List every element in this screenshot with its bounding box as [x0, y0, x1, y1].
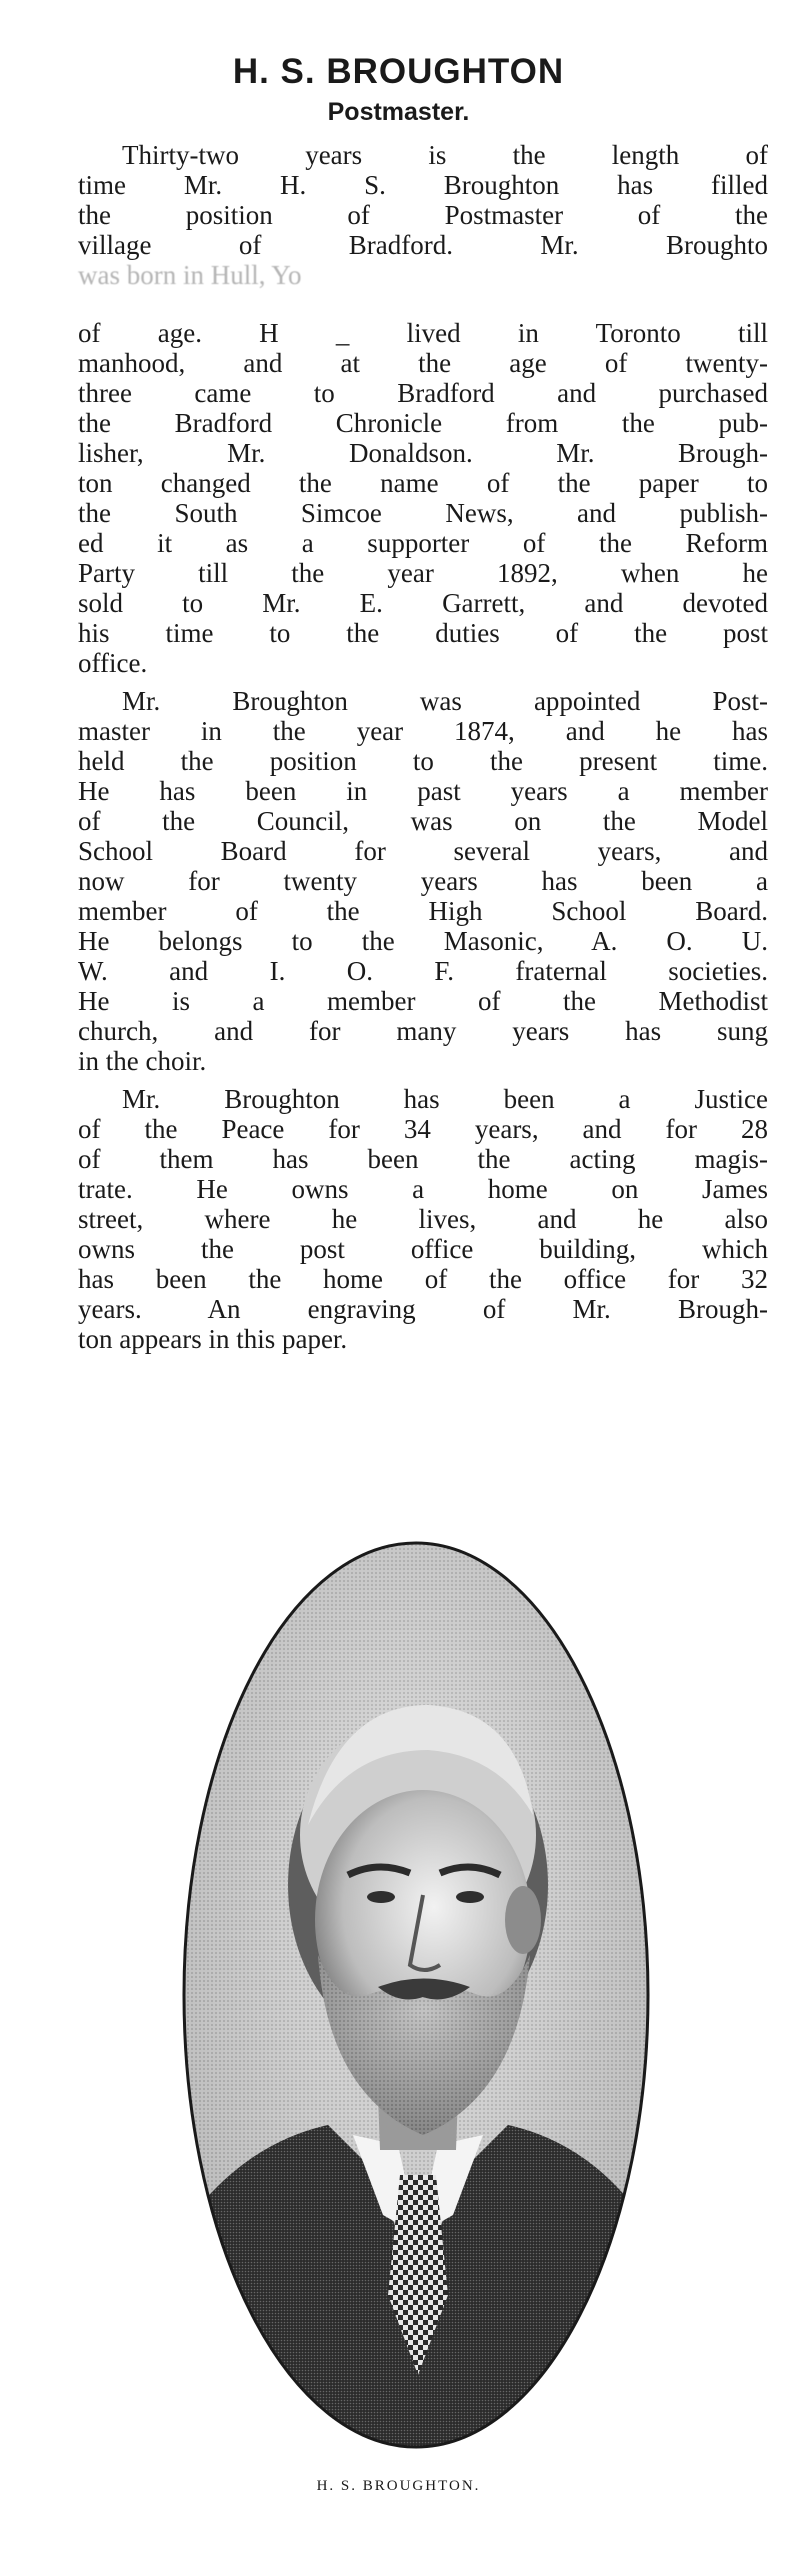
text-line: sold to Mr. E. Garrett, and devoted — [78, 588, 768, 618]
text-line: W. and I. O. F. fraternal societies. — [78, 956, 768, 986]
text-line: village of Bradford. Mr. Broughto — [78, 230, 768, 260]
text-line: of the Council, was on the Model — [78, 806, 768, 836]
article-paragraph-1-continued — [78, 318, 768, 1354]
text-line: ton changed the name of the paper to — [78, 468, 768, 498]
text-line: the Bradford Chronicle from the pub- — [78, 408, 768, 438]
text-line: master in the year 1874, and he has — [78, 716, 768, 746]
text-line: church, and for many years has sung — [78, 1016, 768, 1046]
article-paragraph-1-top — [78, 140, 768, 290]
text-line: time Mr. H. S. Broughton has filled — [78, 170, 768, 200]
text-line: three came to Bradford and purchased — [78, 378, 768, 408]
text-line: in the choir. — [78, 1046, 207, 1076]
text-line: street, where he lives, and he also — [78, 1204, 768, 1234]
text-line: Mr. Broughton was appointed Post- — [122, 686, 768, 716]
article-title: H. S. BROUGHTON — [232, 52, 565, 91]
text-line: Thirty-two years is the length of — [122, 140, 768, 170]
text-line: He belongs to the Masonic, A. O. U. — [78, 926, 768, 956]
text-line: ed it as a supporter of the Reform — [78, 528, 768, 558]
text-line: Party till the year 1892, when he — [78, 558, 768, 588]
text-line: Mr. Broughton has been a Justice — [122, 1084, 768, 1114]
portrait-engraving — [178, 1535, 654, 2455]
text-line: the South Simcoe News, and publish- — [78, 498, 768, 528]
text-line: ton appears in this paper. — [78, 1324, 348, 1354]
text-line: of them has been the acting magis- — [78, 1144, 768, 1174]
portrait-caption: H. S. BROUGHTON. — [316, 2478, 481, 2494]
text-line: his time to the duties of the post — [78, 618, 768, 648]
text-line-faded: was born in Hull, Yo — [78, 260, 302, 290]
text-line: now for twenty years has been a — [78, 866, 768, 896]
text-line: owns the post office building, which — [78, 1234, 768, 1264]
text-line: School Board for several years, and — [78, 836, 768, 866]
text-line: of the Peace for 34 years, and for 28 — [78, 1114, 768, 1144]
article-subtitle: Postmaster. — [327, 98, 470, 126]
text-line: manhood, and at the age of twenty- — [78, 348, 768, 378]
text-line: trate. He owns a home on James — [78, 1174, 768, 1204]
text-line: the position of Postmaster of the — [78, 200, 768, 230]
text-line: held the position to the present time. — [78, 746, 768, 776]
portrait-illustration — [178, 1535, 654, 2455]
text-line: member of the High School Board. — [78, 896, 768, 926]
text-line: He is a member of the Methodist — [78, 986, 768, 1016]
text-line: of age. H _ lived in Toronto till — [78, 318, 768, 348]
text-line: years. An engraving of Mr. Brough- — [78, 1294, 768, 1324]
text-line: office. — [78, 648, 148, 678]
text-line: has been the home of the office for 32 — [78, 1264, 768, 1294]
text-line: He has been in past years a member — [78, 776, 768, 806]
text-line: lisher, Mr. Donaldson. Mr. Brough- — [78, 438, 768, 468]
